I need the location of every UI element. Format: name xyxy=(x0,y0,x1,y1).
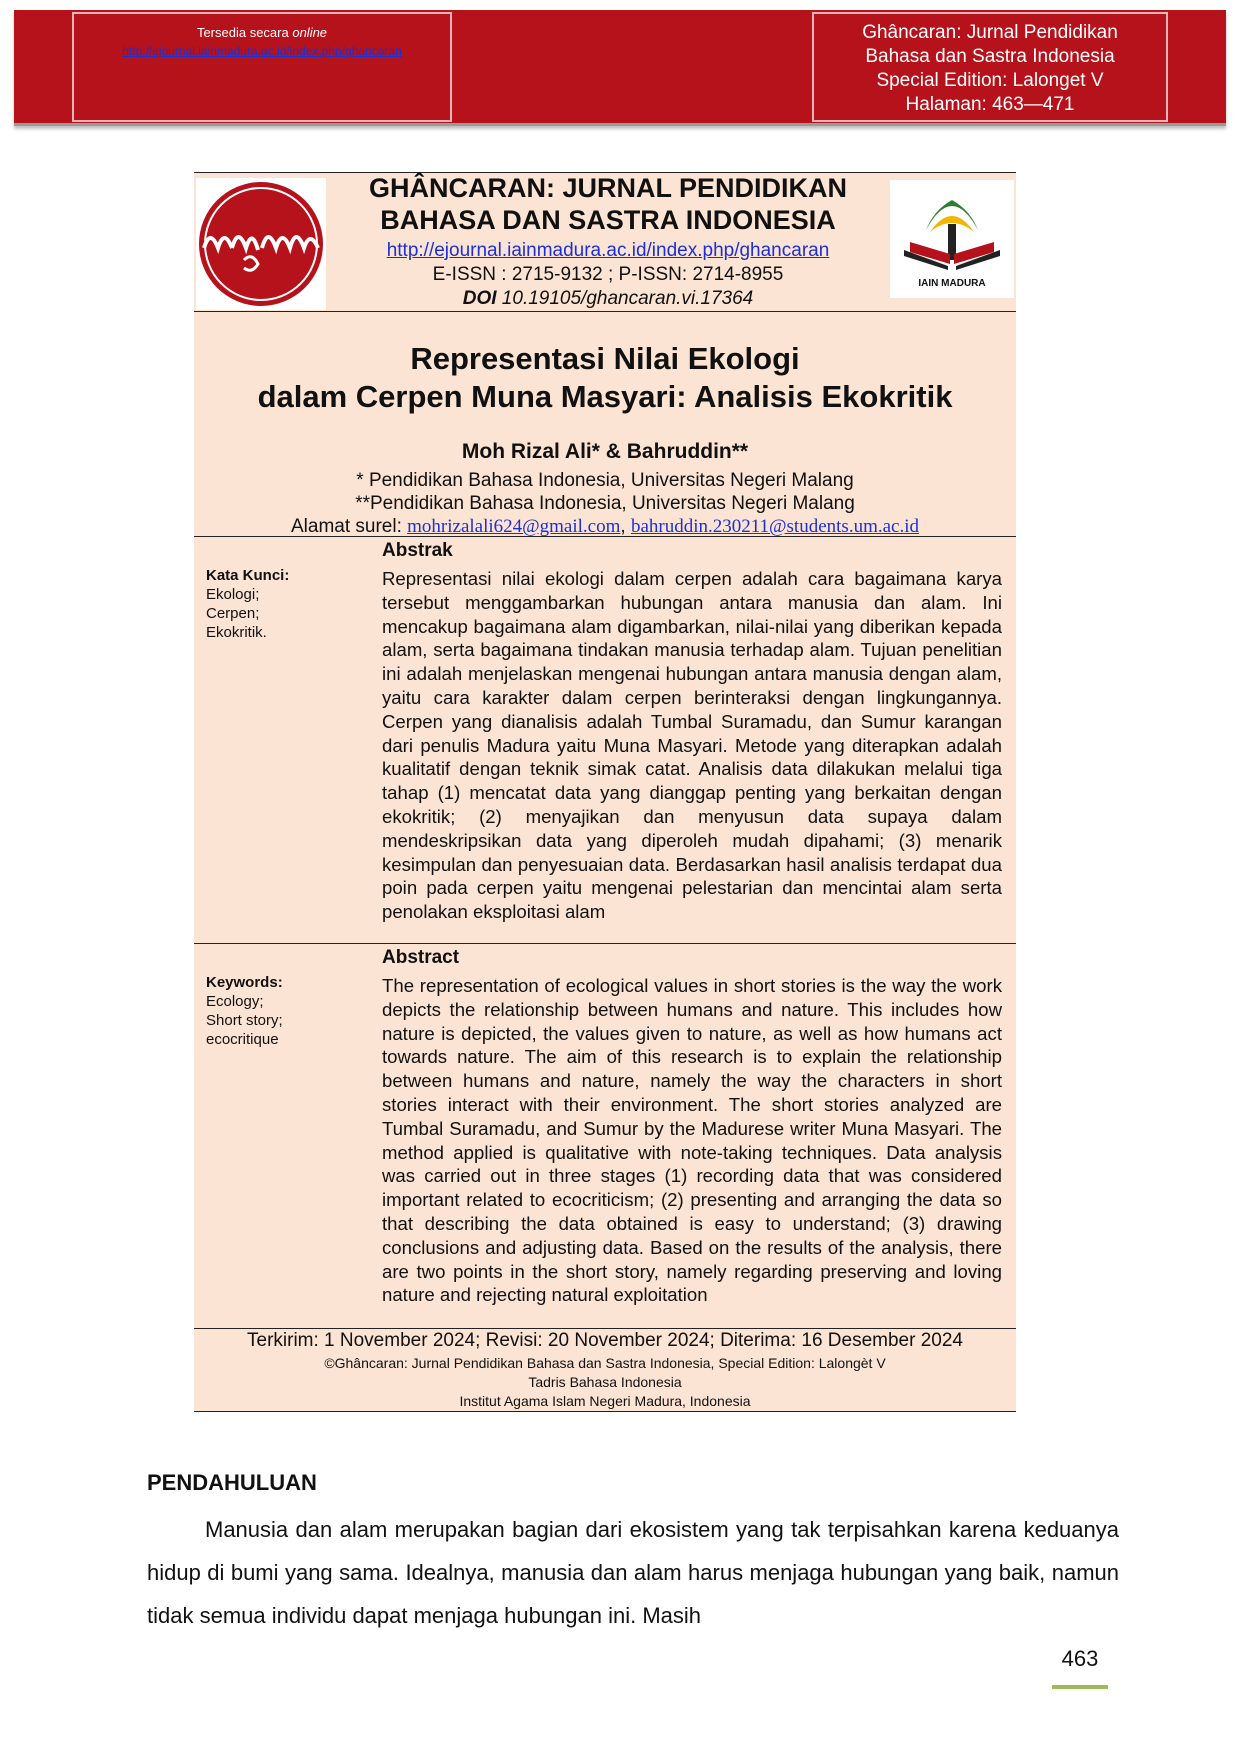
divider xyxy=(194,1411,1016,1412)
keywords-block xyxy=(206,973,283,1049)
banner-journal-link[interactable]: http://ejournal.iainmadura.ac.id/index.php/ghancaran xyxy=(122,44,402,58)
availability-online: online xyxy=(292,25,328,40)
journal-url-link[interactable]: http://ejournal.iainmadura.ac.id/index.php/ghancaran xyxy=(386,240,830,261)
article-title-line: dalam Cerpen Muna Masyari: Analisis Ekokritik xyxy=(257,379,953,414)
author-emails xyxy=(194,516,1016,538)
email-label: Alamat surel: xyxy=(290,516,408,537)
banner-pages: Halaman: 463—471 xyxy=(905,94,1075,115)
keywords-heading: Keywords: xyxy=(206,974,283,991)
keyword: Ecology; xyxy=(206,993,264,1010)
divider xyxy=(194,311,1016,312)
journal-title xyxy=(330,172,886,236)
abstrak-text: Representasi nilai ekologi dalam cerpen adalah cara bagaimana karya tersebut menggambarkan hubungan antara manusia dan alam. Ini mencakup bagaimana alam digambarkan, nilai-nilai yang diberikan kepada alam, serta bagaimana tindakan manusia terhadap alam. Tujuan penelitian ini adalah menjelaskan mengenai hubungan antara manusia dengan alam, yaitu cara karakter dalam cerpen berinteraksi dengan lingkungannya. Cerpen yang dianalisis adalah Tumbal Suramadu, dan Sumur karangan dari penulis Madura yaitu Muna Masyari. Metode yang diterapkan adalah kualitatif dengan teknik simak catat. Analisis data dilakukan melalui tiga tahap (1) mencatat data yang dianggap penting yang berkaitan dengan ekokritik; (2) menyajikan dan menyusun data supaya dalam mendeskripsikan data yang diperoleh mudah dipahami; (3) menarik kesimpulan dan penyesuaian data. Berdasarkan hasil analisis terdapat dua poin pada cerpen yaitu mengenai pelestarian dan mencintai alam serta penolakan eksploitasi alam xyxy=(382,568,1002,923)
institution-logo-label: IAIN MADURA xyxy=(918,278,986,289)
author-affiliation: * Pendidikan Bahasa Indonesia, Universitas Negeri Malang xyxy=(356,470,854,491)
divider xyxy=(194,943,1016,944)
abstract-heading: Abstract xyxy=(382,947,460,968)
copyright-line: ©Ghâncaran: Jurnal Pendidikan Bahasa dan Sastra Indonesia, Special Edition: Lalongèt V xyxy=(324,1355,886,1371)
article-authors: Moh Rizal Ali* & Bahruddin** xyxy=(461,440,749,463)
journal-logo xyxy=(196,178,326,310)
article-doi xyxy=(330,288,886,310)
banner-journal-info xyxy=(812,12,1168,122)
kata-kunci-block xyxy=(206,566,289,642)
department-line: Tadris Bahasa Indonesia xyxy=(528,1374,682,1390)
availability-text: Tersedia secara xyxy=(196,25,293,40)
section-heading: PENDAHULUAN xyxy=(147,1470,317,1495)
submission-dates: Terkirim: 1 November 2024; Revisi: 20 November 2024; Diterima: 16 Desember 2024 xyxy=(247,1330,963,1351)
journal-title-line: GHÂNCARAN: JURNAL PENDIDIKAN xyxy=(368,173,847,203)
doi-label: DOI xyxy=(462,288,497,309)
divider xyxy=(194,1328,1016,1329)
doi-value: 10.19105/ghancaran.vi.17364 xyxy=(496,288,754,309)
banner-info-line: Ghâncaran: Jurnal Pendidikan xyxy=(862,22,1118,43)
keyword: ecocritique xyxy=(206,1031,279,1048)
body-paragraph: Manusia dan alam merupakan bagian dari ekosistem yang tak terpisahkan karena keduanya hidup di bumi yang sama. Idealnya, manusia dan alam harus menjaga hubungan yang baik, namun tidak semua individu dapat menjaga hubungan ini. Masih xyxy=(147,1517,1119,1628)
email-link[interactable]: bahruddin.230211@students.um.ac.id xyxy=(630,516,919,537)
institution-logo xyxy=(890,180,1014,298)
email-separator: , xyxy=(620,516,631,537)
journal-banner xyxy=(14,10,1226,126)
keyword: Short story; xyxy=(206,1012,283,1029)
page-number-underline xyxy=(1052,1685,1108,1689)
journal-issn: E-ISSN : 2715-9132 ; P-ISSN: 2714-8955 xyxy=(432,264,784,285)
keyword: Cerpen; xyxy=(206,605,260,622)
keyword: Ekologi; xyxy=(206,586,260,603)
journal-title-line: BAHASA DAN SASTRA INDONESIA xyxy=(380,205,836,235)
kata-kunci-heading: Kata Kunci: xyxy=(206,567,290,584)
institute-line: Institut Agama Islam Negeri Madura, Indonesia xyxy=(459,1393,751,1409)
banner-info-line: Special Edition: Lalonget V xyxy=(876,70,1104,91)
email-link[interactable]: mohrizalali624@gmail.com xyxy=(407,516,621,537)
article-title xyxy=(194,340,1016,416)
article-title-line: Representasi Nilai Ekologi xyxy=(410,341,800,376)
page-number: 463 xyxy=(1061,1646,1099,1671)
banner-availability xyxy=(72,12,452,122)
abstract-text: The representation of ecological values in short stories is the way the work depicts the relationship between humans and nature. This includes how nature is depicted, the values given to nature, as well as how humans act towards nature. The aim of this research is to explain the relationship between humans and nature, namely the way the characters in short stories interact with their environment. The short stories analyzed are Tumbal Suramadu, and Sumur by the Madurese writer Muna Masyari. The method applied is qualitative with note-taking techniques. Data analysis was carried out in three stages (1) recording data that was considered important related to ecocriticism; (2) presenting and arranging the data so that describing the data obtained is easy to understand; (3) drawing conclusions and adjusting data. Based on the results of the analysis, there are two points in the short story, namely regarding preserving and loving nature and rejecting natural exploitation xyxy=(382,975,1002,1306)
abstrak-heading: Abstrak xyxy=(382,540,453,561)
journal-seal-icon xyxy=(196,178,326,310)
author-affiliation: **Pendidikan Bahasa Indonesia, Universitas Negeri Malang xyxy=(355,493,855,514)
banner-info-line: Bahasa dan Sastra Indonesia xyxy=(865,46,1115,67)
keyword: Ekokritik. xyxy=(206,624,267,641)
